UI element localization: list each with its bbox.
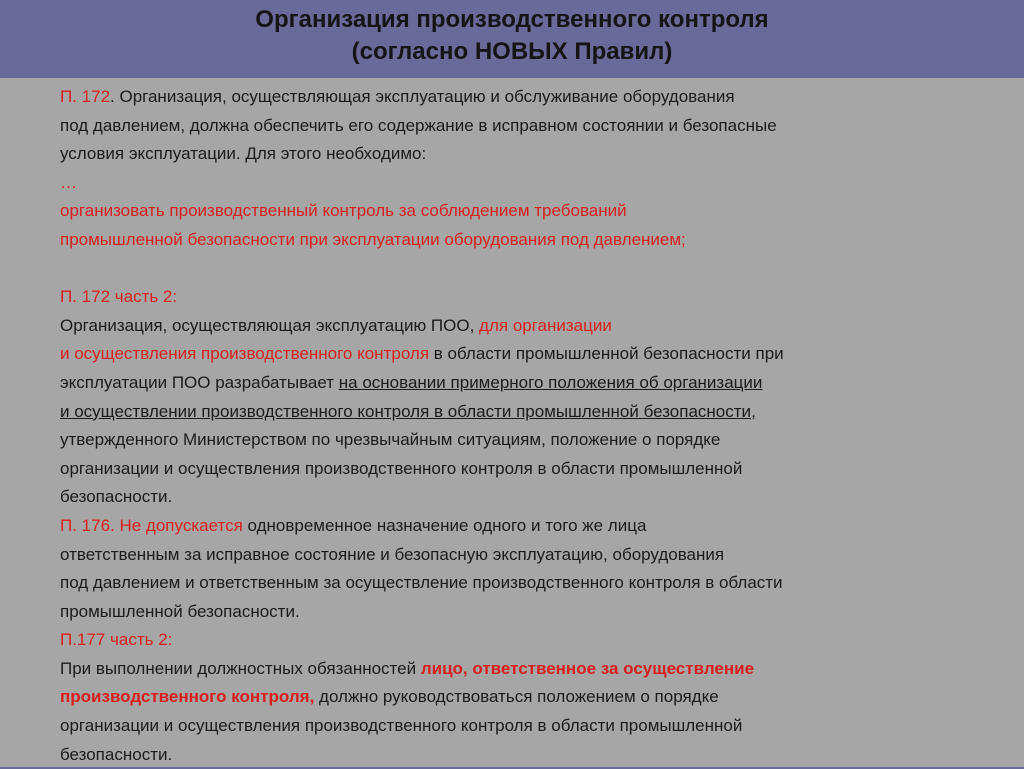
p172-2-line-5: утвержденного Министерством по чрезвычайным ситуациям, положение о порядке: [60, 430, 721, 450]
p177-line-2: производственного контроля, должно руководствоваться положением о порядке: [60, 687, 719, 707]
p172-2-heading: П. 172 часть 2:: [60, 287, 178, 307]
p172-ref: П. 172: [60, 87, 111, 106]
p177-line-1: При выполнении должностных обязанностей лицо, ответственное за осуществление: [60, 658, 755, 678]
p172-2-line-2: и осуществления производственного контроля в области промышленной безопасности при: [60, 344, 784, 364]
title-line-1: Организация производственного контроля: [255, 6, 769, 33]
p172-2-line-3: эксплуатации ПОО разрабатывает на основании примерного положения об организации: [60, 372, 763, 392]
p172-2-line-7: безопасности.: [60, 487, 173, 507]
p172-red-line-1: организовать производственный контроль за соблюдением требований: [60, 201, 627, 221]
p176-line-4: промышленной безопасности.: [60, 601, 300, 621]
p172-line-3: условия эксплуатации. Для этого необходимо:: [60, 144, 427, 164]
content-text: [60, 83, 1020, 769]
slide-title: [0, 4, 1024, 68]
p177-line-3: организации и осуществления производственного контроля в области промышленной: [60, 716, 743, 736]
p172-2-line-6: организации и осуществления производственного контроля в области промышленной: [60, 458, 743, 478]
p176-line-1: П. 176. Не допускается одновременное назначение одного и того же лица: [60, 515, 647, 535]
p172-red-line-2: промышленной безопасности при эксплуатации оборудования под давлением;: [60, 229, 686, 249]
title-line-2: (согласно НОВЫХ Правил): [351, 38, 673, 65]
p177-heading: П.177 часть 2:: [60, 630, 173, 650]
p176-line-2: ответственным за исправное состояние и безопасную эксплуатацию, оборудования: [60, 544, 725, 564]
p172-line-2: под давлением, должна обеспечить его содержание в исправном состоянии и безопасные: [60, 115, 777, 135]
spacer: [60, 255, 1020, 284]
p172-2-line-1: Организация, осуществляющая эксплуатацию ПОО, для организации: [60, 315, 612, 335]
p172-ellipsis: …: [60, 172, 77, 192]
p172-2-line-4: и осуществлении производственного контроля в области промышленной безопасности,: [60, 401, 756, 421]
p176-ref: П. 176: [60, 515, 111, 535]
p176-line-3: под давлением и ответственным за осуществление производственного контроля в области: [60, 573, 783, 593]
content-area: [0, 78, 1024, 767]
p177-line-4: безопасности.: [60, 744, 173, 764]
p172-line-1: П. 172. Организация, осуществляющая эксплуатацию и обслуживание оборудования: [60, 87, 735, 106]
